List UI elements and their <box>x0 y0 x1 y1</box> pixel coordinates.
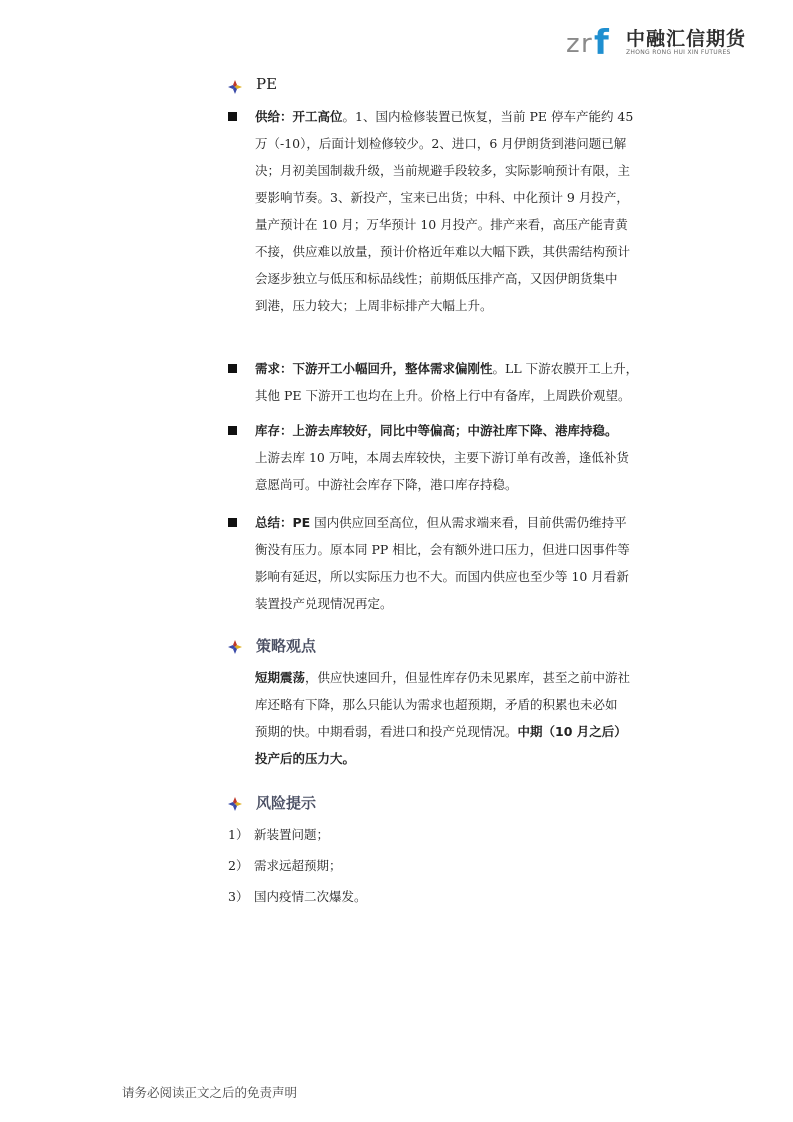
text-line: 装置投产兑现情况再定。 <box>255 596 393 611</box>
text-line: 到港，压力较大；上周非标排产大幅上升。 <box>255 298 493 313</box>
text-line: 国内供应回至高位，但从需求端来看，目前供需仍维持平 <box>310 515 627 530</box>
risk-item <box>228 825 329 843</box>
text-line: 。LL 下游农膜开工上升， <box>492 361 639 376</box>
text-line: 万（-10），后面计划检修较少。2、进口，6 月伊朗货到港问题已解 <box>255 136 627 151</box>
risk-number: 1） <box>228 827 249 842</box>
square-bullet-icon <box>228 426 237 435</box>
risk-text: 需求远超预期； <box>254 858 342 873</box>
svg-text:r: r <box>581 29 592 58</box>
inventory-lead: 库存：上游去库较好，同比中等偏高；中游社库下降、港库持稳。 <box>255 423 618 438</box>
svg-text:z: z <box>566 29 580 58</box>
demand-lead: 需求：下游开工小幅回升，整体需求偏刚性 <box>255 361 493 376</box>
logo-chinese-name: 中融汇信期货 <box>626 28 747 50</box>
text-line: 意愿尚可。中游社会库存下降，港口库存持稳。 <box>255 477 518 492</box>
footer-disclaimer: 请务必阅读正文之后的免责声明 <box>122 1085 298 1100</box>
text-line: 。1、国内检修装置已恢复，当前 PE 停车产能约 45 <box>342 109 634 124</box>
text-line: 衡没有压力。原本同 PP 相比，会有额外进口压力，但进口因事件等 <box>255 542 630 557</box>
text-line: 上游去库 10 万吨，本周去库较快，主要下游订单有改善，逢低补货 <box>255 450 629 465</box>
risk-item <box>228 856 342 874</box>
text-line: 其他 PE 下游开工也均在上升。价格上行中有备库，上周跌价观望。 <box>255 388 631 403</box>
risk-text: 新装置问题； <box>254 827 330 842</box>
strategy-lead: 短期震荡 <box>255 670 306 685</box>
strategy-highlight: 中期（10 月之后） <box>517 724 627 739</box>
text-line: 不接，供应难以放量，预计价格近年难以大幅下跌，其供需结构预计 <box>255 244 631 259</box>
diamond-bullet-icon <box>228 640 242 654</box>
section-title: 风险提示 <box>256 794 317 812</box>
strategy-paragraph <box>255 664 667 772</box>
text-line: 影响有延迟，所以实际压力也不大。而国内供应也至少等 10 月看新 <box>255 569 629 584</box>
square-bullet-icon <box>228 112 237 121</box>
svg-text:f: f <box>594 23 609 58</box>
risk-item <box>228 887 367 905</box>
text-line: 会逐步独立与低压和标品线性；前期低压排产高，又因伊朗货集中 <box>255 271 618 286</box>
summary-lead: 总结：PE <box>255 515 311 530</box>
text-line: 预期的快。中期看弱，看进口和投产兑现情况。 <box>255 724 518 739</box>
demand-paragraph <box>255 355 667 409</box>
text-line: ，供应快速回升，但显性库存仍未见累库，甚至之前中游社 <box>305 670 631 685</box>
logo-english-name: ZHONG RONG HUI XIN FUTURES <box>626 49 731 56</box>
square-bullet-icon <box>228 518 237 527</box>
supply-lead: 供给：开工高位 <box>255 109 343 124</box>
supply-paragraph <box>255 103 667 319</box>
square-bullet-icon <box>228 364 237 373</box>
diamond-bullet-icon <box>228 797 242 811</box>
risk-text: 国内疫情二次爆发。 <box>254 889 367 904</box>
company-logo <box>566 20 771 60</box>
risk-number: 2） <box>228 858 249 873</box>
section-title: PE <box>256 75 278 93</box>
zrf-logo-mark-icon <box>566 22 622 58</box>
text-line: 决；月初美国制裁升级，当前规避手段较多，实际影响预计有限，主 <box>255 163 631 178</box>
inventory-paragraph <box>255 417 667 498</box>
risk-number: 3） <box>228 889 249 904</box>
summary-paragraph <box>255 509 667 617</box>
text-line: 要影响节奏。3、新投产，宝来已出货；中科、中化预计 9 月投产， <box>255 190 629 205</box>
diamond-bullet-icon <box>228 80 242 94</box>
strategy-conclusion: 投产后的压力大。 <box>255 751 356 766</box>
section-title: 策略观点 <box>256 637 317 655</box>
text-line: 量产预计在 10 月；万华预计 10 月投产。排产来看，高压产能青黄 <box>255 217 628 232</box>
text-line: 库还略有下降，那么只能认为需求也超预期，矛盾的积累也未必如 <box>255 697 618 712</box>
